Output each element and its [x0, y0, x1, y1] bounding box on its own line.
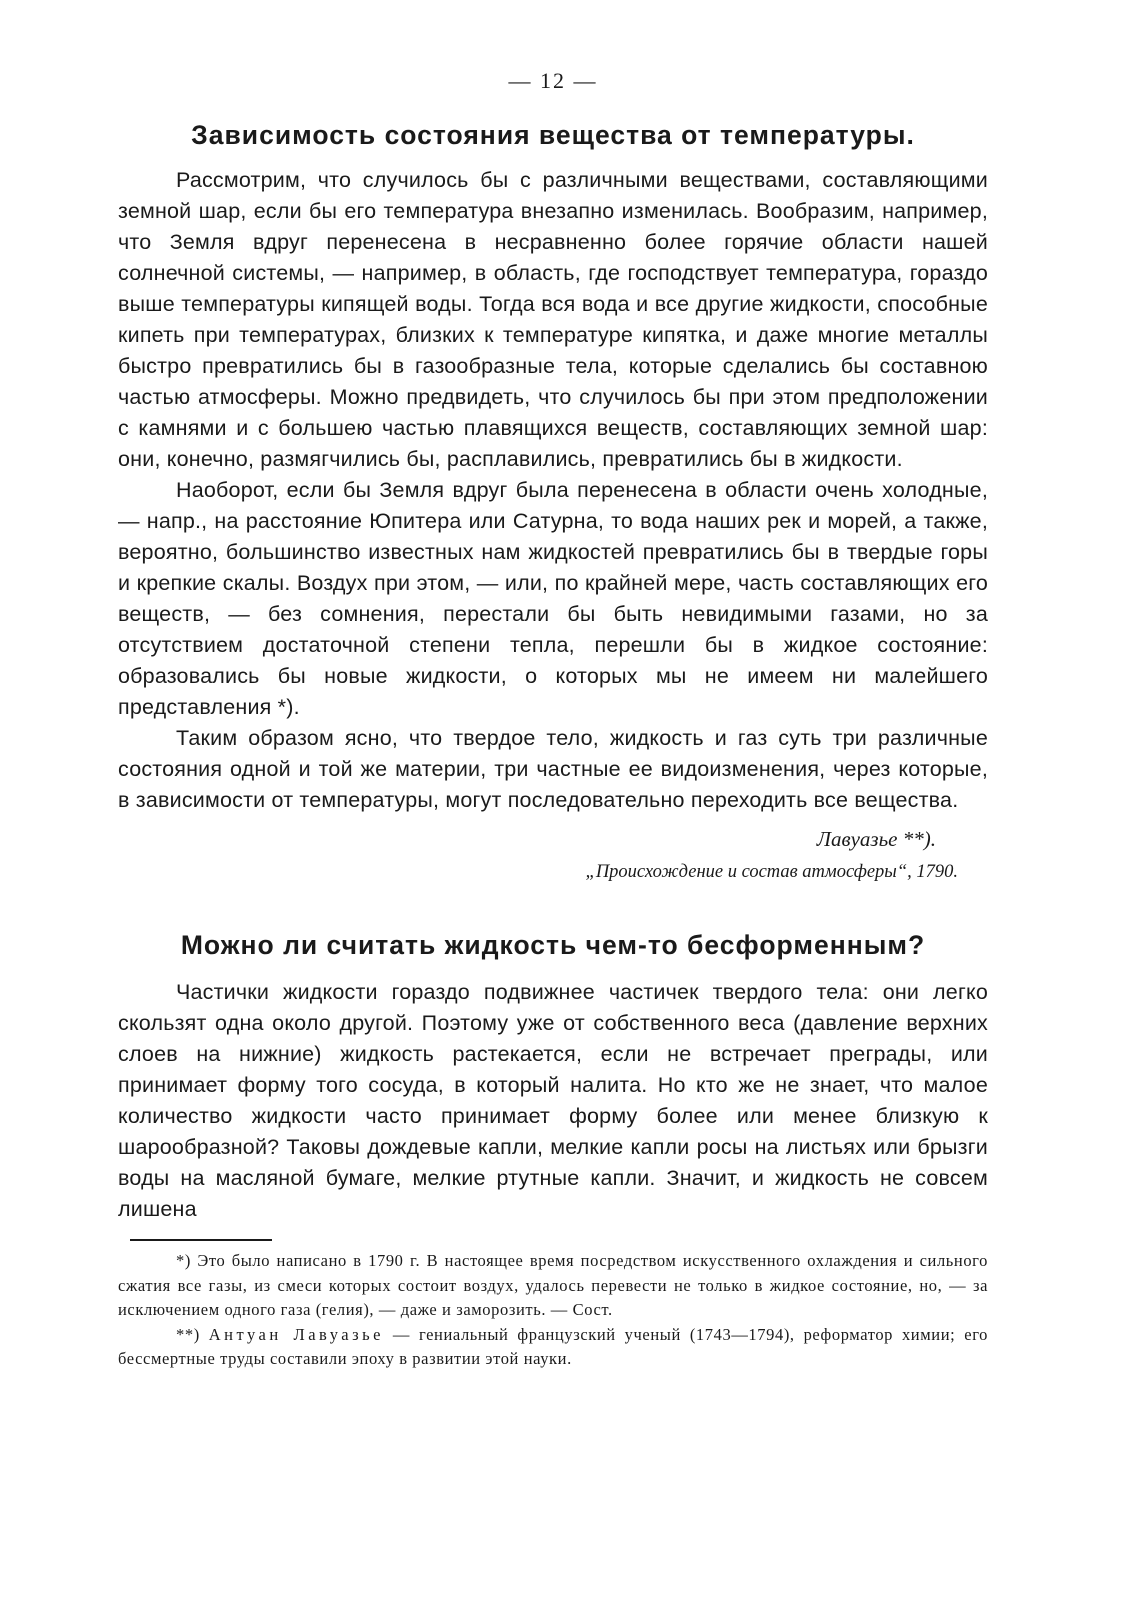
- footnote-2-name: Антуан Лавуазье: [208, 1324, 384, 1344]
- footnote-2-text: — гениальный французский ученый (1743—1794), реформатор химии; его бессмертные труды составили эпоху в развитии этой науки.: [118, 1324, 988, 1368]
- footnote-2-marker: **): [176, 1324, 200, 1344]
- quote-source: „Происхождение и состав атмосферы“, 1790.: [585, 862, 958, 882]
- section-title-temperature: Зависимость состояния вещества от температуры.: [191, 120, 915, 150]
- author-signature: Лавуазье **).: [816, 827, 936, 851]
- page-number: — 12 —: [508, 68, 598, 93]
- footnote-1: *) Это было написано в 1790 г. В настоящее время посредством искусственного охлаждения и сильного сжатия все газы, из смеси которых состоит воздух, удалось перевести не только в жидкое состояние, но, — за исключением одного газа (гелия), — даже и заморозить. — Сост.: [118, 1251, 988, 1319]
- footnote-divider: [130, 1239, 272, 1241]
- book-page: [118, 68, 988, 1372]
- paragraph: Рассмотрим, что случилось бы с различными веществами, составляющими земной шар, если бы его температура внезапно изменилась. Вообразим, например, что Земля вдруг перенесена в несравненно более горячие области нашей солнечной системы, — например, в область, где господствует температура, гораздо выше температуры кипящей воды. Тогда вся вода и все другие жидкости, способные кипеть при температурах, близких к температуре кипятка, и даже многие металлы быстро превратились бы в газообразные тела, которые сделались бы составною частью атмосферы. Можно предвидеть, что случилось бы при этом предположении с камнями и с большею частью плавящихся веществ, составляющих земной шар: они, конечно, размягчились бы, расплавились, превратились бы в жидкости.: [118, 168, 988, 471]
- section-title-liquid: Можно ли считать жидкость чем-то бесформенным?: [180, 930, 926, 960]
- paragraph: Наоборот, если бы Земля вдруг была перенесена в области очень холодные, — напр., на расстояние Юпитера или Сатурна, то вода наших рек и морей, а также, вероятно, большинство известных нам жидкостей превратились бы в твердые горы и крепкие скалы. Воздух при этом, — или, по крайней мере, часть составляющих его веществ, — без сомнения, перестали бы быть невидимыми газами, но за отсутствием достаточной степени тепла, перешли бы в жидкое состояние: образовались бы новые жидкости, о которых мы не имеем ни малейшего представления *).: [118, 478, 988, 719]
- footnote-2: [118, 1323, 988, 1372]
- paragraph: Частички жидкости гораздо подвижнее частичек твердого тела: они легко скользят одна около другой. Поэтому уже от собственного веса (давление верхних слоев на нижние) жидкость растекается, если не встречает преграды, или принимает форму того сосуда, в который налита. Но кто же не знает, что малое количество жидкости часто принимает форму более или менее близкую к шарообразной? Таковы дождевые капли, мелкие капли росы на листьях или брызги воды на масляной бумаге, мелкие ртутные капли. Значит, и жидкость не совсем лишена: [118, 980, 988, 1221]
- paragraph: Таким образом ясно, что твердое тело, жидкость и газ суть три различные состояния одной и той же материи, три частные ее видоизменения, через которые, в зависимости от температуры, могут последовательно переходить все вещества.: [118, 726, 988, 812]
